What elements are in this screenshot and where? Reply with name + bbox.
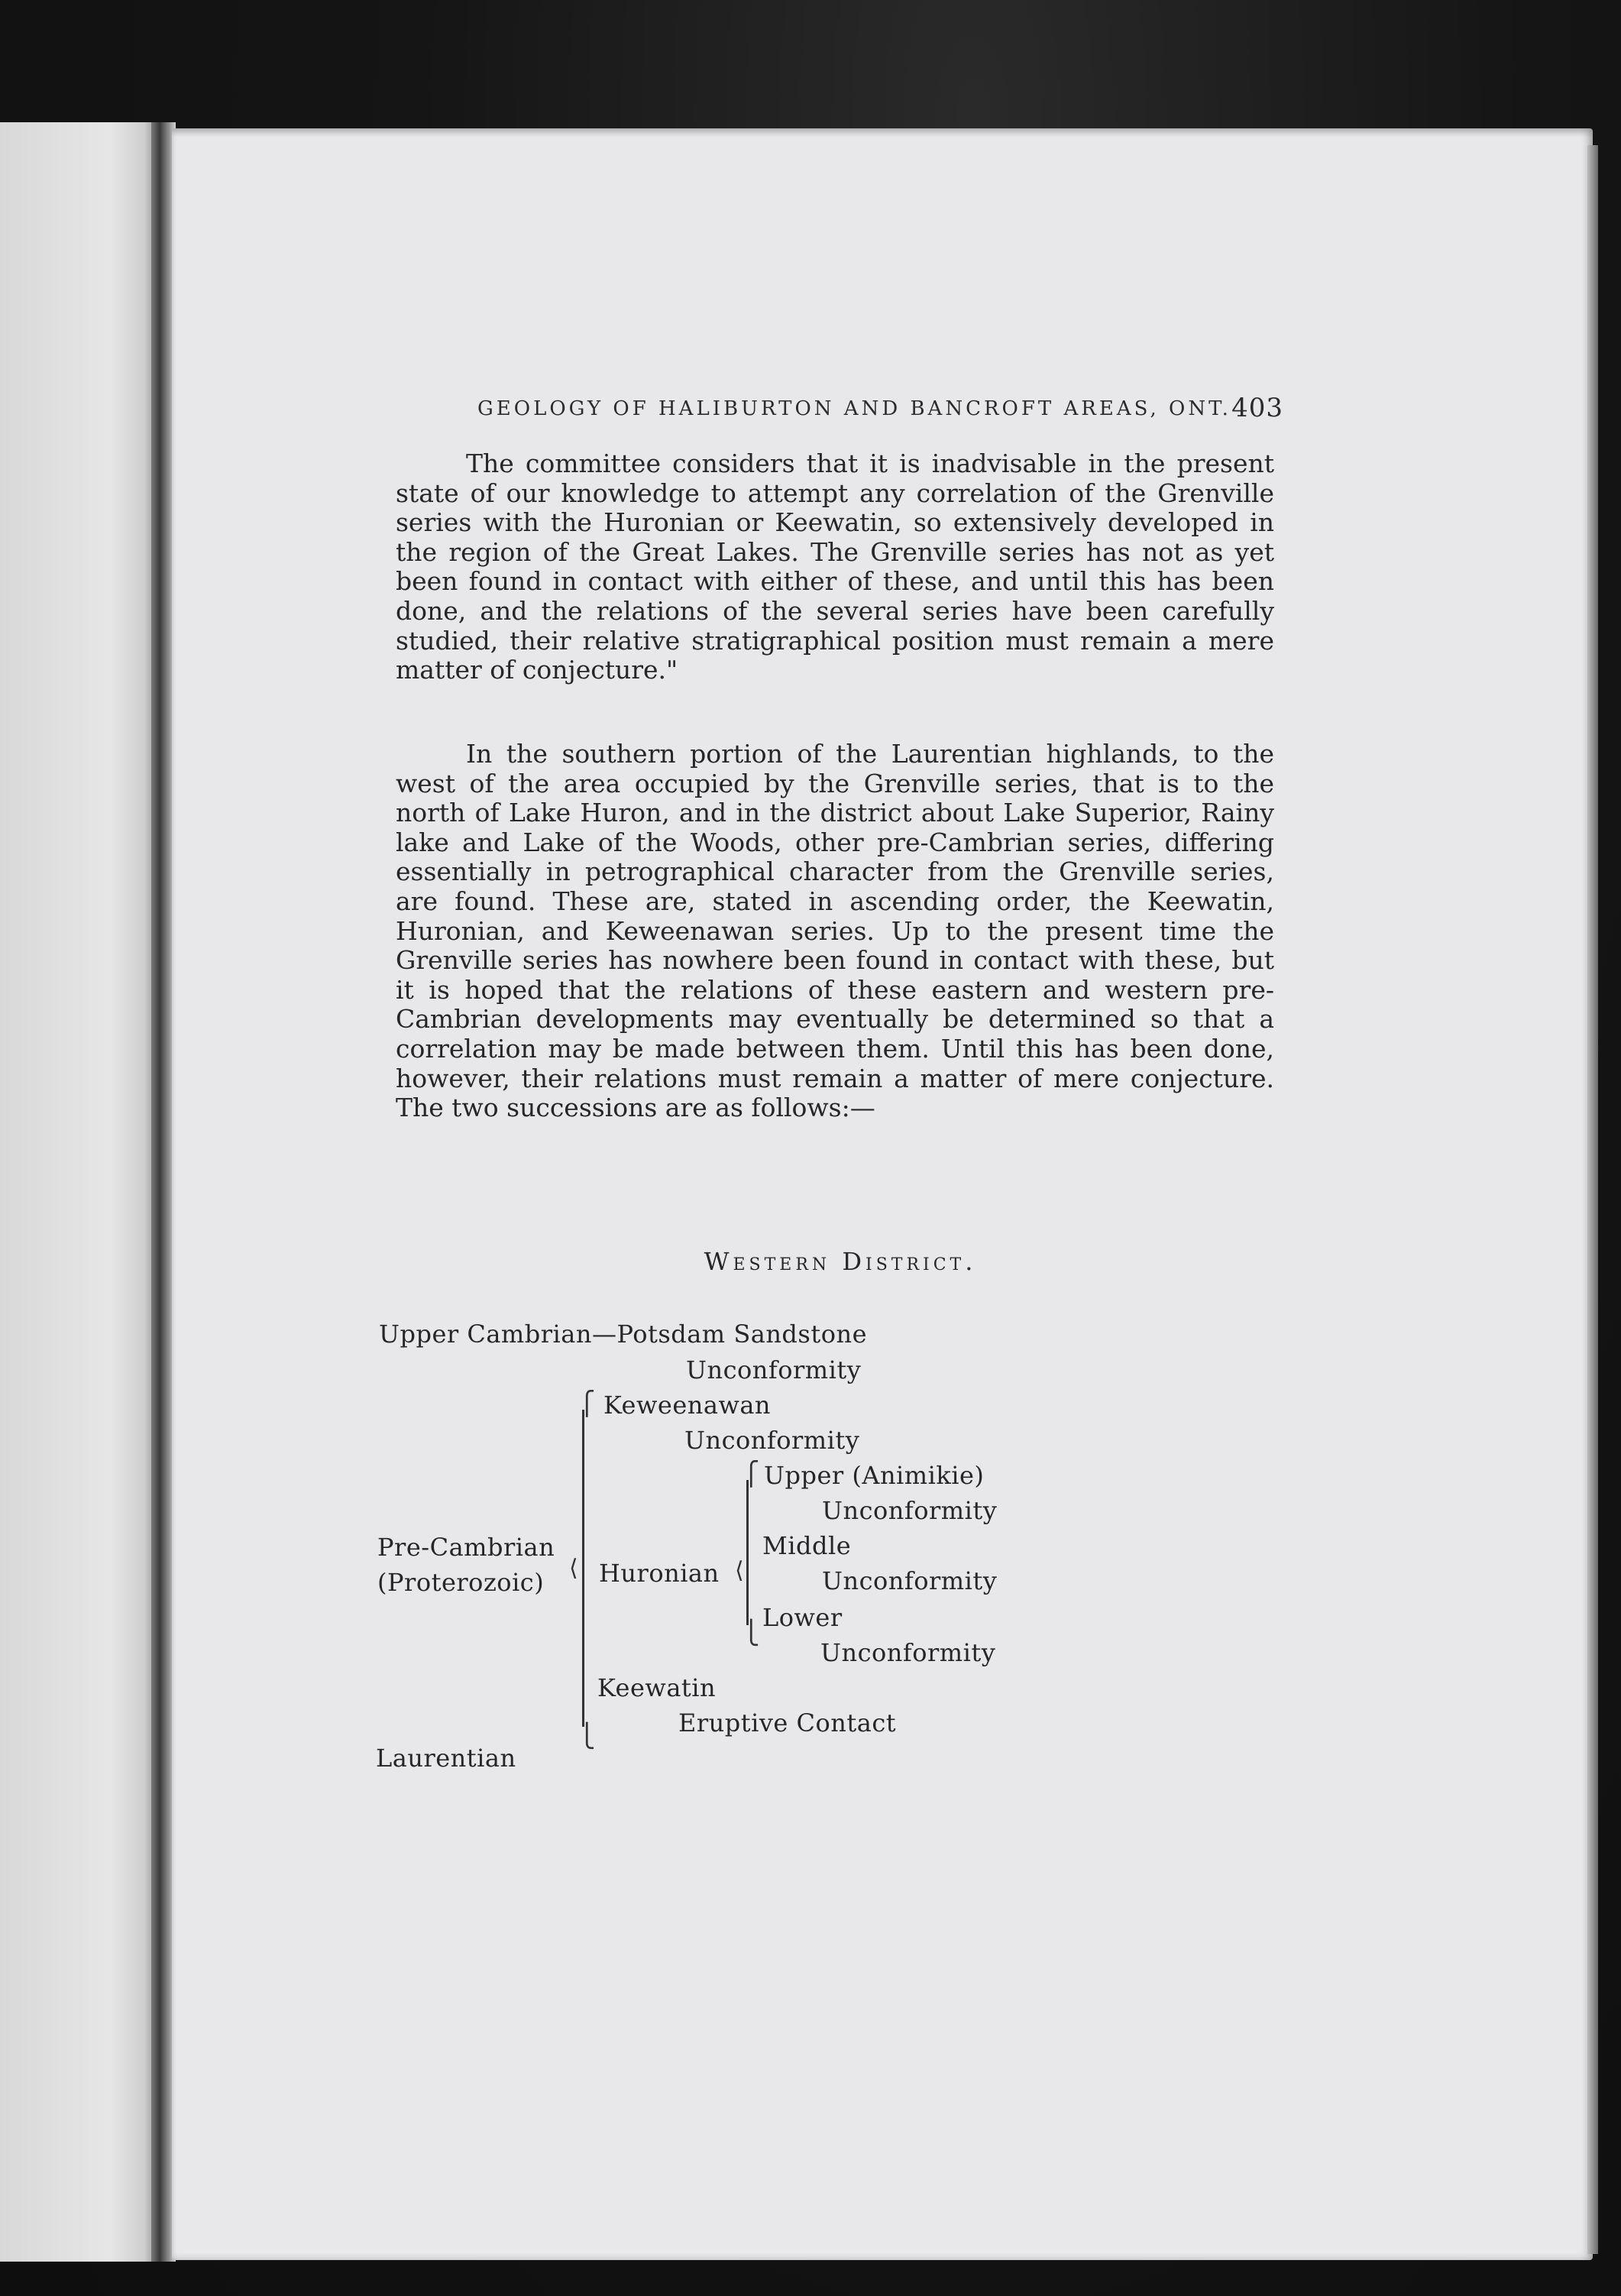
unconformity-label: Unconformity xyxy=(820,1638,996,1667)
outer-brace-line xyxy=(582,1410,584,1727)
unconformity-label: Unconformity xyxy=(822,1566,998,1595)
running-head-title: GEOLOGY OF HALIBURTON AND BANCROFT AREAS, ONT. xyxy=(477,397,1231,420)
outer-brace-middle: ⟨ xyxy=(569,1555,578,1582)
upper-animikie-label: Upper (Animikie) xyxy=(764,1461,985,1490)
page-edge-shadow xyxy=(1587,145,1598,2254)
proterozoic-label: (Proterozoic) xyxy=(377,1568,545,1597)
huronian-label: Huronian xyxy=(599,1559,720,1588)
pre-cambrian-label: Pre-Cambrian xyxy=(377,1533,555,1562)
unconformity-label: Unconformity xyxy=(686,1355,862,1384)
inner-brace-bottom: ⎩ xyxy=(743,1620,760,1647)
eruptive-contact-label: Eruptive Contact xyxy=(678,1708,897,1737)
inner-brace-top: ⎧ xyxy=(743,1461,760,1488)
paragraph-committee: The committee considers that it is inadvisable in the present state of our knowledge to attempt any correlation of the Grenville series with the Huronian or Keewatin, so extensively developed in the region of the Great Lakes. The Grenville series has not as yet been found in contact with either of these, and until this has been done, and the relations of the several series have been carefully studied, their relative stratigraphical position must remain a mere matter of conjecture." xyxy=(396,449,1274,685)
middle-label: Middle xyxy=(762,1531,852,1560)
page-number: 403 xyxy=(1231,393,1283,423)
keewatin-label: Keewatin xyxy=(597,1673,717,1702)
unconformity-label: Unconformity xyxy=(822,1496,998,1525)
unconformity-label: Unconformity xyxy=(684,1426,860,1455)
laurentian-label: Laurentian xyxy=(376,1744,516,1773)
section-heading xyxy=(0,1247,1621,1276)
facing-page-edge xyxy=(0,122,157,2262)
outer-brace-bottom: ⎩ xyxy=(578,1723,596,1750)
section-heading-text: Western District. xyxy=(704,1247,977,1276)
lower-label: Lower xyxy=(762,1603,843,1632)
upper-cambrian-label: Upper Cambrian—Potsdam Sandstone xyxy=(379,1320,867,1349)
inner-brace-middle: ⟨ xyxy=(735,1557,744,1584)
running-head xyxy=(477,393,1283,423)
keweenawan-label: Keweenawan xyxy=(603,1391,772,1420)
paragraph-southern-portion: In the southern portion of the Laurentian highlands, to the west of the area occupied by the Grenville series, that is to the north of Lake Huron, and in the district about Lake Superior, Rainy lake and Lake of the Woods, other pre-Cambrian series, differing essentially in petrographical character from the Grenville series, are found. These are, stated in ascending order, the Keewatin, Huronian, and Keweenawan series. Up to the present time the Grenville series has nowhere been found in contact with these, but it is hoped that the relations of these eastern and western pre-Cambrian developments may eventually be determined so that a correlation may be made between them. Until this has been done, however, their relations must remain a matter of mere conjecture. The two successions are as follows:— xyxy=(396,739,1274,1123)
outer-brace-top: ⎧ xyxy=(578,1391,596,1417)
inner-brace-line xyxy=(746,1480,749,1625)
